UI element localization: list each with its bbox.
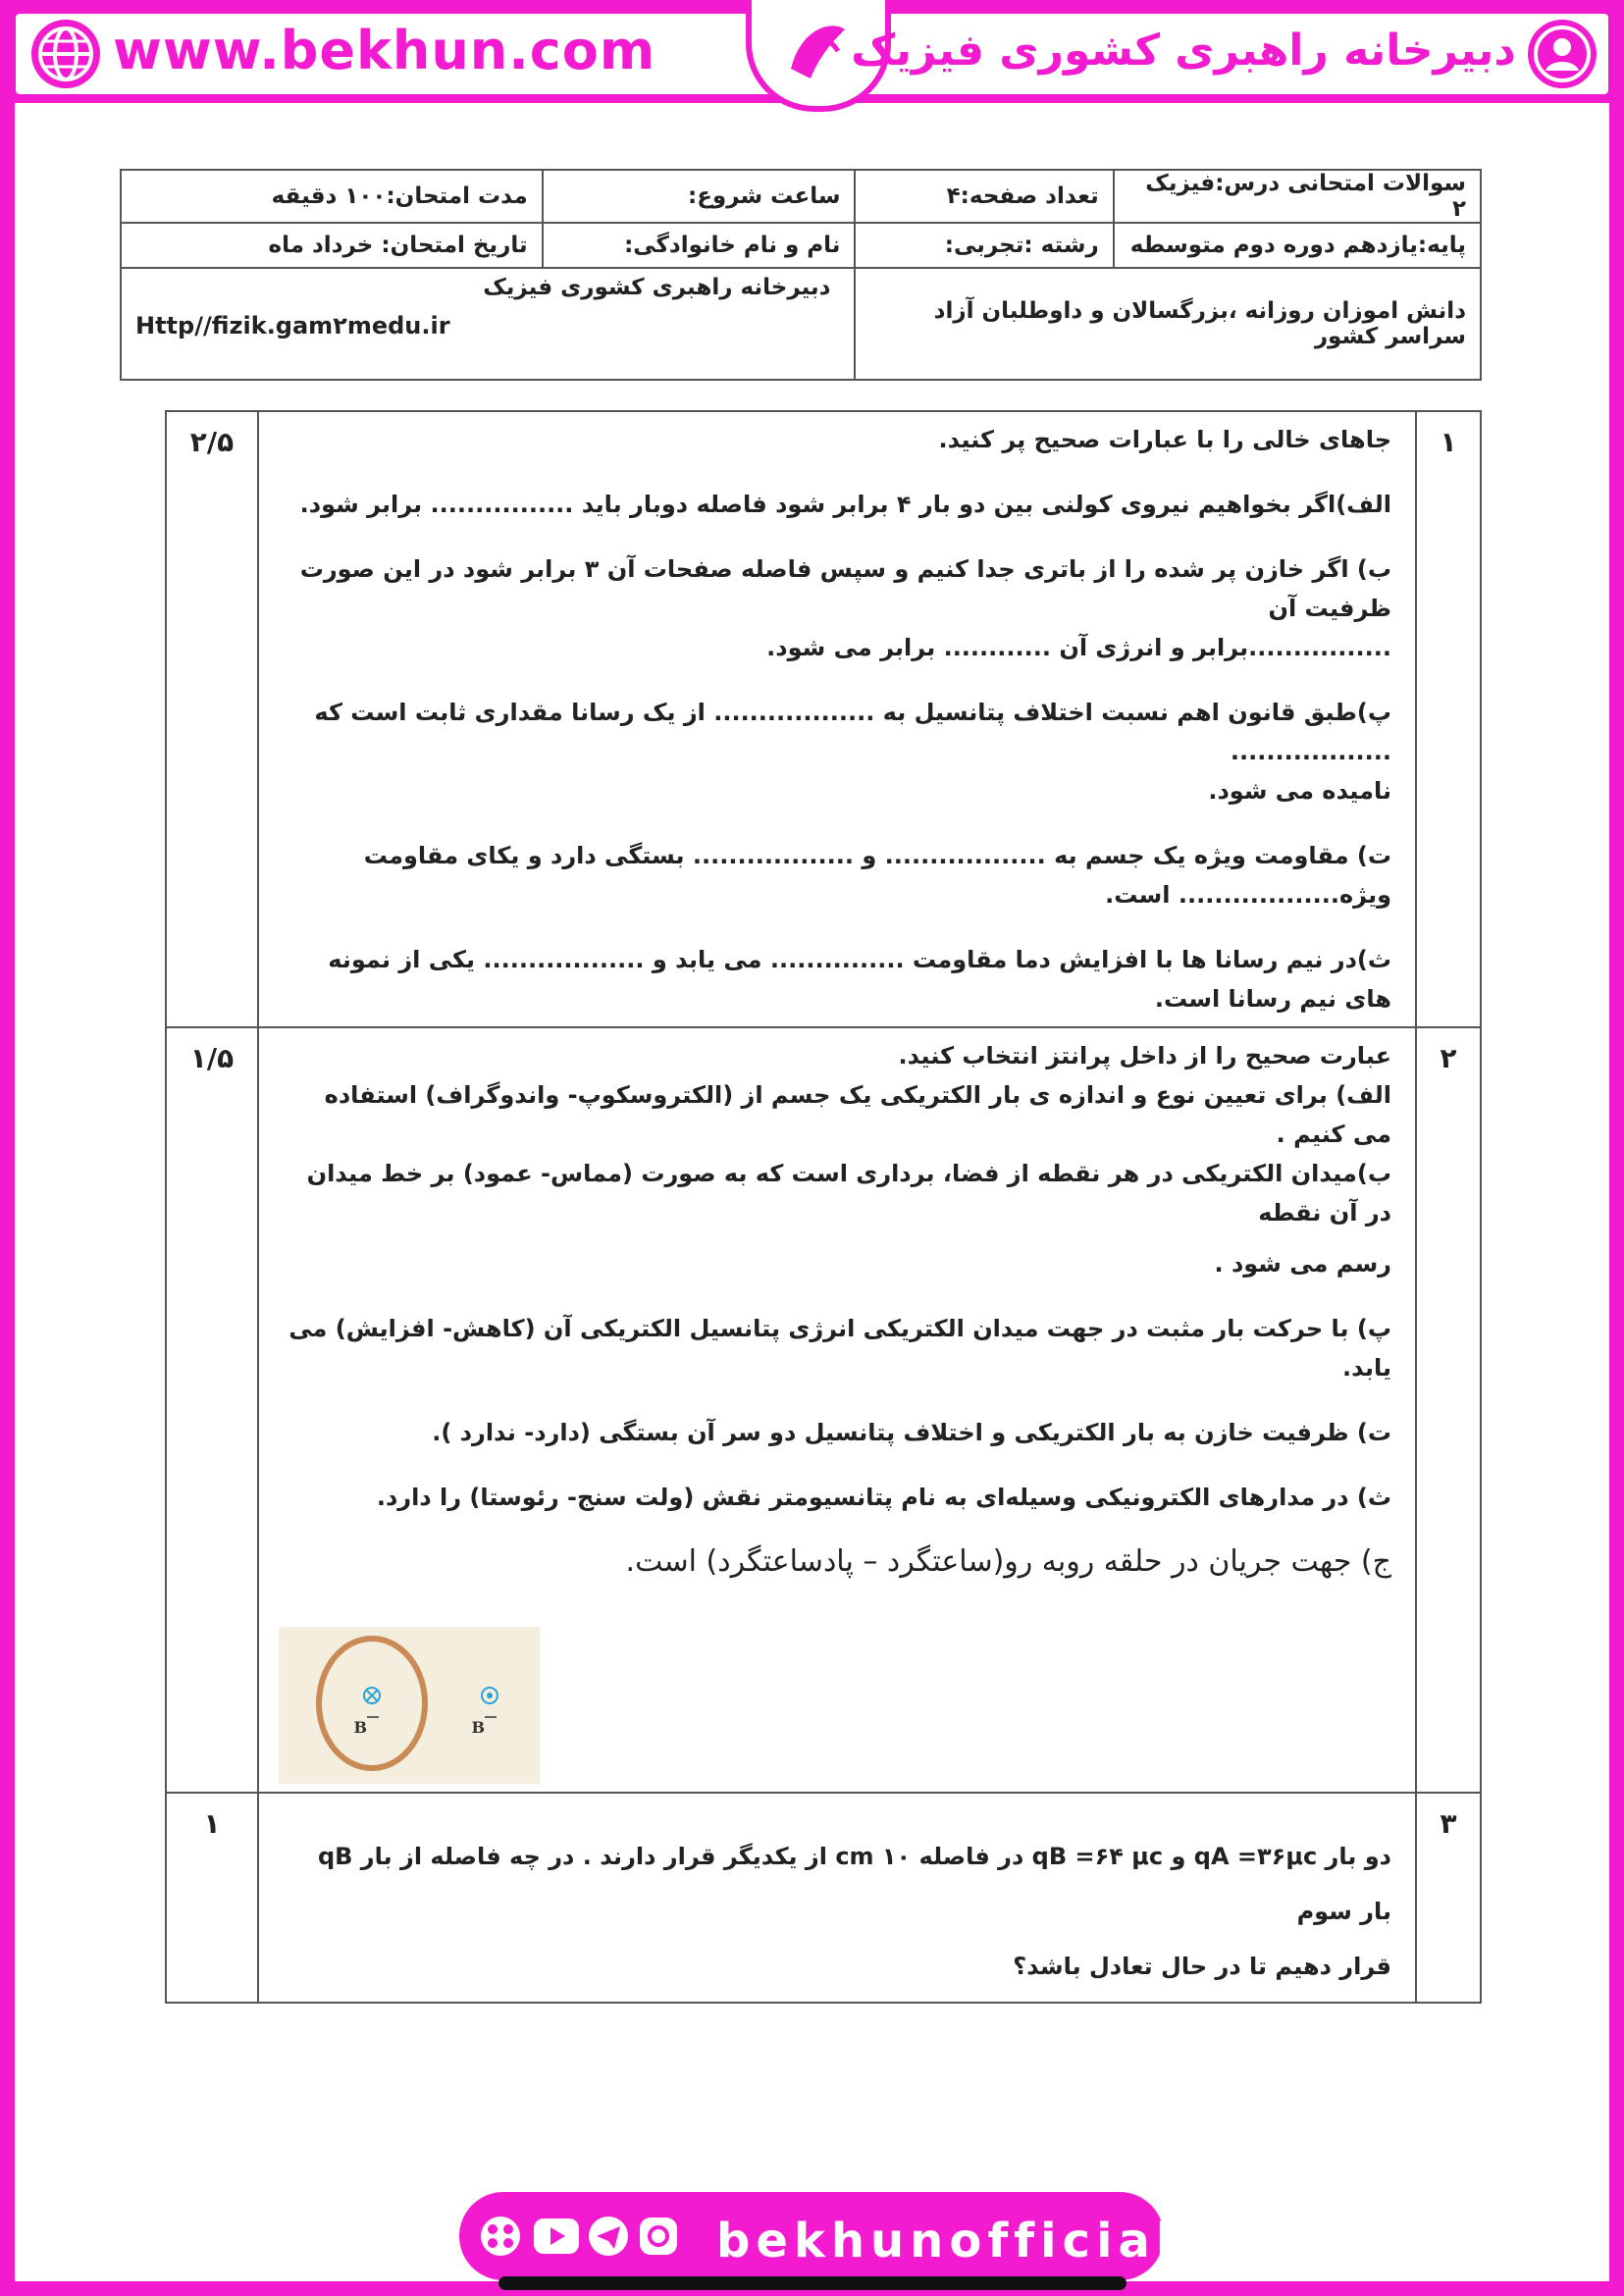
question-score: ۱ xyxy=(166,1793,258,2003)
question-part: پ) با حرکت بار مثبت در جهت میدان الکتریکی انرژی پتانسیل الکتریکی آن (کاهش- افزایش) می یابد. xyxy=(288,1315,1391,1382)
question-part: ت) مقاومت ویژه یک جسم به .................. و .................. بستگی دارد و یکای مقاومت ویژه.................. است. xyxy=(363,842,1391,909)
exam-course: سوالات امتحانی درس:فیزیک ۲ xyxy=(1114,170,1481,223)
exam-duration: مدت امتحان:۱۰۰ دقیقه xyxy=(121,170,543,223)
question-row xyxy=(166,1793,1481,2003)
exam-date: تاریخ امتحان: خرداد ماه xyxy=(121,223,543,268)
question-score: ۱/۵ xyxy=(166,1027,258,1793)
exam-info-table xyxy=(120,169,1482,381)
question-title: عبارت صحیح را از داخل پرانتز انتخاب کنید. xyxy=(898,1042,1391,1070)
question-part: الف)اگر بخواهیم نیروی کولنی بین دو بار ۴ برابر شود فاصله دوبار باید ................ برابر شود. xyxy=(299,491,1391,518)
question-part: الف) برای تعیین نوع و اندازه ی بار الکتریکی یک جسم از (الکتروسکوپ- واندوگراف) استفاده می کنیم . xyxy=(324,1081,1391,1148)
instagram-icon[interactable] xyxy=(640,2218,677,2255)
question-part: ب)میدان الکتریکی در هر نقطه از فضا، برداری است که به صورت (مماس- عمود) بر خط میدان در آن نقطه xyxy=(306,1160,1391,1226)
question-number: ۱ xyxy=(1416,411,1481,1027)
exam-secretariat-cell xyxy=(121,268,855,380)
question-part: ت) ظرفیت خازن به بار الکتریکی و اختلاف پتانسیل دو سر آن بستگی (دارد- ندارد ). xyxy=(432,1419,1391,1446)
site-name: دبیرخانه راهبری کشوری فیزیک xyxy=(851,26,1516,76)
question-part: ث)در نیم رسانا ها با افزایش دما مقاومت ............... می یابد و .................. یکی از نمونه های نیم رسانا است. xyxy=(328,946,1391,1013)
field-label: B xyxy=(471,1718,485,1737)
globe-icon xyxy=(31,20,100,88)
question-part: ج) جهت جریان در حلقه روبه رو(ساعتگرد – پادساعتگرد) است. xyxy=(625,1544,1391,1579)
site-url-link[interactable]: www.bekhun.com xyxy=(113,20,656,81)
question-part: ث) در مدارهای الکترونیکی وسیله‌ای به نام پتانسیومتر نقش (ولت سنج- رئوستا) را دارد. xyxy=(376,1484,1391,1511)
exam-website: Http//fizik.gam۲medu.ir xyxy=(135,312,450,339)
question-part: قرار دهیم تا در حال تعادل باشد؟ xyxy=(1013,1953,1391,1980)
question-score: ۲/۵ xyxy=(166,411,258,1027)
question-part: رسم می شود . xyxy=(1214,1250,1391,1278)
social-handle[interactable]: bekhunofficial xyxy=(716,2214,1179,2269)
telegram-icon[interactable] xyxy=(589,2217,628,2256)
exam-field: رشته :تجربی: xyxy=(855,223,1113,268)
question-number: ۲ xyxy=(1416,1027,1481,1793)
question-part: ................برابر و انرژی آن ............ برابر می شود. xyxy=(766,634,1391,661)
aparat-icon[interactable] xyxy=(481,2217,520,2256)
question-number: ۳ xyxy=(1416,1793,1481,2003)
question-title: جاهای خالی را با عبارات صحیح پر کنید. xyxy=(938,426,1391,453)
question-part: دو بار qA =۳۶μc و qB =۶۴ μc در فاصله ۱۰ cm از یکدیگر قرار دارند . در چه فاصله از بار qB بار سوم xyxy=(317,1843,1391,1925)
footer-shadow xyxy=(498,2276,1126,2290)
exam-pages: تعداد صفحه:۴ xyxy=(855,170,1113,223)
question-row xyxy=(166,411,1481,1027)
question-row xyxy=(166,1027,1481,1793)
question-body xyxy=(258,1027,1416,1793)
exam-grade: پایه:یازدهم دوره دوم متوسطه xyxy=(1114,223,1481,268)
question-body xyxy=(258,1793,1416,2003)
loop-figure xyxy=(279,1627,540,1784)
user-icon xyxy=(1528,20,1597,88)
youtube-icon[interactable] xyxy=(534,2218,579,2254)
exam-student-name: نام و نام خانوادگی: xyxy=(543,223,856,268)
exam-secretariat: دبیرخانه راهبری کشوری فیزیک xyxy=(483,275,831,300)
question-part: پ)طبق قانون اهم نسبت اختلاف پتانسیل به .................. از یک رسانا مقداری ثابت است که .................. xyxy=(314,699,1391,765)
exam-start-time: ساعت شروع: xyxy=(543,170,856,223)
exam-audience: دانش اموزان روزانه ،بزرگسالان و داوطلبان آزاد سراسر کشور xyxy=(855,268,1481,380)
field-label: B xyxy=(353,1718,367,1737)
question-body xyxy=(258,411,1416,1027)
question-part: ب) اگر خازن پر شده را از باتری جدا کنیم و سپس فاصله صفحات آن ۳ برابر شود در این صورت ظرفیت آن xyxy=(299,555,1391,622)
questions-table xyxy=(165,410,1482,2004)
question-part: نامیده می شود. xyxy=(1208,777,1391,805)
